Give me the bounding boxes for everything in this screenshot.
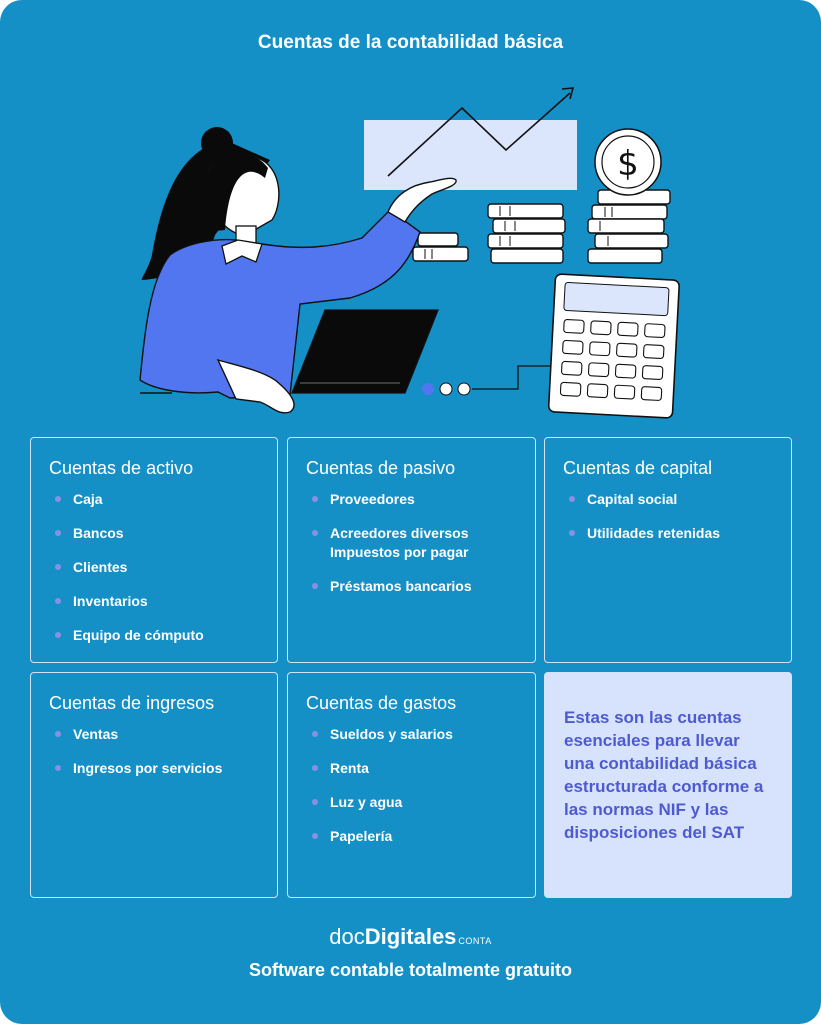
list-item: Caja <box>55 490 267 509</box>
brand-part-digitales: Digitales <box>364 924 457 949</box>
card-heading: Cuentas de ingresos <box>49 693 215 713</box>
card-heading: Cuentas de pasivo <box>306 458 456 478</box>
illustration <box>0 80 821 430</box>
tagline: Software contable totalmente gratuito <box>248 960 573 980</box>
progress-dots-icon <box>422 366 552 395</box>
list-item: Equipo de cómputo <box>55 626 267 645</box>
summary-note: Estas son las cuentas esenciales para llevar una contabilidad básica estructurada conforme a las normas NIF y las disposiciones del SAT <box>544 672 792 898</box>
card-list <box>312 490 525 611</box>
card-list <box>55 490 267 660</box>
card-activo <box>30 437 278 663</box>
list-item: Papelería <box>312 827 525 846</box>
list-item: Bancos <box>55 524 267 543</box>
card-heading: Cuentas de activo <box>49 458 194 478</box>
list-item: Préstamos bancarios <box>312 577 525 596</box>
dollar-coin-icon <box>595 129 661 195</box>
list-item: Clientes <box>55 558 267 577</box>
calculator-icon <box>548 274 679 418</box>
list-item: Sueldos y salarios <box>312 725 525 744</box>
trend-chart-icon <box>364 88 577 190</box>
card-heading: Cuentas de gastos <box>306 693 457 713</box>
list-item: Luz y agua <box>312 793 525 812</box>
brand-part-doc: doc <box>329 924 365 949</box>
card-list <box>312 725 525 861</box>
card-capital <box>544 437 792 663</box>
list-item: Capital social <box>569 490 781 509</box>
list-item: Acreedores diversos Impuestos por pagar <box>312 524 490 562</box>
brand-logo <box>0 924 821 950</box>
list-item: Ingresos por servicios <box>55 759 267 778</box>
laptop-icon <box>292 310 438 393</box>
list-item: Ventas <box>55 725 267 744</box>
brand-part-conta: CONTA <box>458 936 492 946</box>
list-item: Renta <box>312 759 525 778</box>
list-item: Inventarios <box>55 592 267 611</box>
svg-text:$: $ <box>617 144 639 184</box>
list-item: Proveedores <box>312 490 525 509</box>
list-item: Utilidades retenidas <box>569 524 781 543</box>
card-pasivo <box>287 437 536 663</box>
card-list <box>569 490 781 558</box>
card-heading: Cuentas de capital <box>563 458 713 478</box>
card-ingresos <box>30 672 278 898</box>
coin-stack-icon <box>413 190 670 263</box>
card-list <box>55 725 267 793</box>
card-gastos <box>287 672 536 898</box>
page-title: Cuentas de la contabilidad básica <box>257 32 564 53</box>
